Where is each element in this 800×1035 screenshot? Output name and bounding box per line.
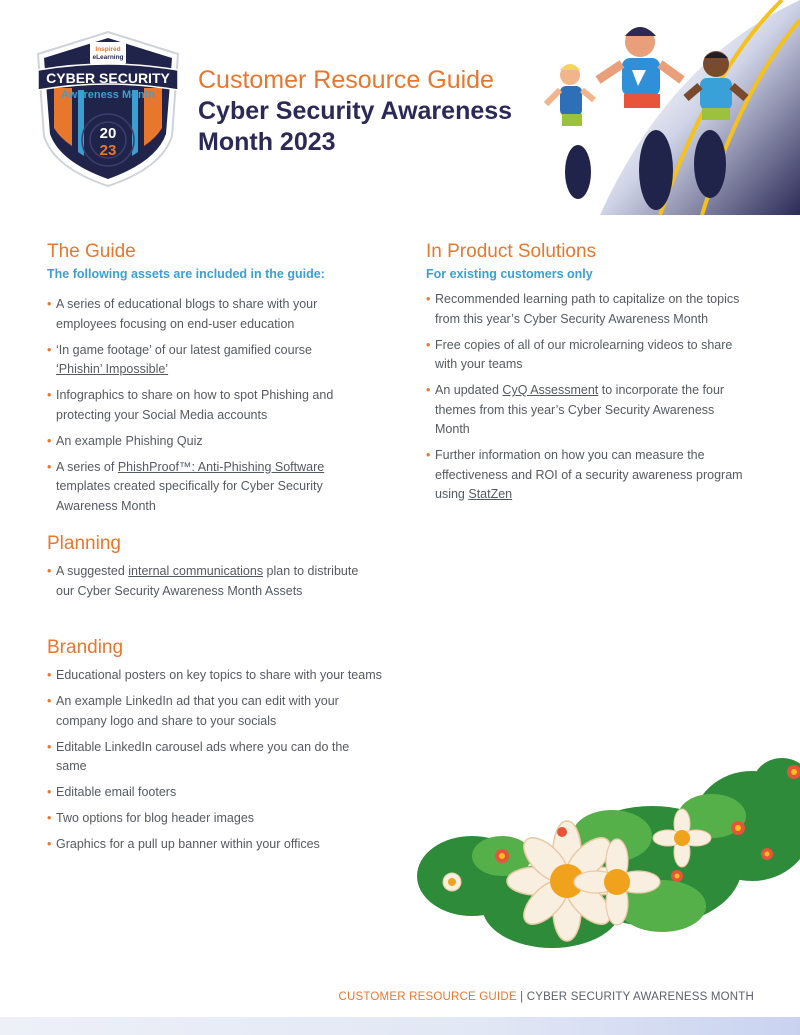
list-item: • Editable email footers	[47, 783, 382, 803]
list-item: • Educational posters on key topics to share with your teams	[47, 666, 382, 686]
header-subtitle: Customer Resource Guide	[198, 66, 494, 94]
guide-list	[47, 295, 337, 523]
internal-communications-link[interactable]: internal communications	[128, 564, 264, 578]
footer-left: CUSTOMER RESOURCE GUIDE	[338, 991, 517, 1003]
list-item: • An example Phishing Quiz	[47, 432, 337, 452]
branding-heading: Branding	[47, 637, 124, 658]
list-item: • Further information on how you can measure the effectiveness and ROI of a security awareness program using StatZen	[426, 446, 744, 505]
planning-list	[47, 562, 367, 608]
list-item: • A suggested internal communications plan to distribute our Cyber Security Awareness Month Assets	[47, 562, 367, 601]
runner-left-figure	[546, 64, 594, 199]
list-item: • Free copies of all of our microlearning videos to share with your teams	[426, 336, 744, 375]
badge-year-top: 20	[99, 125, 117, 142]
product-list	[426, 290, 744, 511]
list-item: • A series of educational blogs to share with your employees focusing on end-user education	[47, 295, 337, 334]
bottom-bar	[0, 1017, 800, 1035]
tiny-flower	[443, 873, 461, 891]
badge-brand-line2: eLearning	[92, 54, 124, 61]
list-item: • ‘In game footage’ of our latest gamified course ‘Phishin’ Impossible’	[47, 341, 337, 380]
footer-right: CYBER SECURITY AWARENESS MONTH	[526, 991, 754, 1003]
statzen-link[interactable]: StatZen	[468, 487, 513, 501]
product-heading: In Product Solutions	[426, 241, 597, 262]
badge-year-bottom: 23	[99, 142, 117, 159]
cyber-security-badge-logo	[32, 28, 184, 190]
guide-subheading: The following assets are included in the guide:	[47, 267, 325, 281]
list-item: • An updated CyQ Assessment to incorporate the four themes from this year’s Cyber Security Awareness Month	[426, 381, 744, 440]
footer	[339, 991, 754, 1003]
badge-title: CYBER SECURITY	[46, 70, 170, 86]
guide-heading: The Guide	[47, 241, 136, 262]
list-item: • Two options for blog header images	[47, 809, 382, 829]
cyq-assessment-link[interactable]: CyQ Assessment	[502, 383, 599, 397]
runners-illustration	[520, 0, 800, 215]
list-item: • An example LinkedIn ad that you can edit with your company logo and share to your socials	[47, 692, 382, 731]
list-item: • Recommended learning path to capitalize on the topics from this year’s Cyber Security Awareness Month	[426, 290, 744, 329]
badge-brand-line1: Inspired	[95, 46, 121, 53]
planning-heading: Planning	[47, 533, 121, 554]
branding-list	[47, 666, 382, 861]
list-item: • Infographics to share on how to spot Phishing and protecting your Social Media accounts	[47, 386, 337, 425]
list-item: • Graphics for a pull up banner within your offices	[47, 835, 382, 855]
product-subheading: For existing customers only	[426, 267, 593, 281]
header-title: Cyber Security Awareness Month 2023	[198, 97, 513, 156]
list-item: • Editable LinkedIn carousel ads where you can do the same	[47, 738, 382, 777]
footer-separator: |	[516, 991, 527, 1003]
phishproof-link[interactable]: PhishProof™: Anti-Phishing Software	[117, 459, 325, 474]
list-item: • A series of PhishProof™: Anti-Phishing Software templates created specifically for Cyber Security Awareness Month	[47, 458, 337, 517]
badge-subtitle: Awareness Month	[61, 89, 155, 101]
flowers-illustration	[412, 756, 800, 952]
phishin-impossible-link[interactable]: ‘Phishin’ Impossible’	[56, 362, 169, 376]
